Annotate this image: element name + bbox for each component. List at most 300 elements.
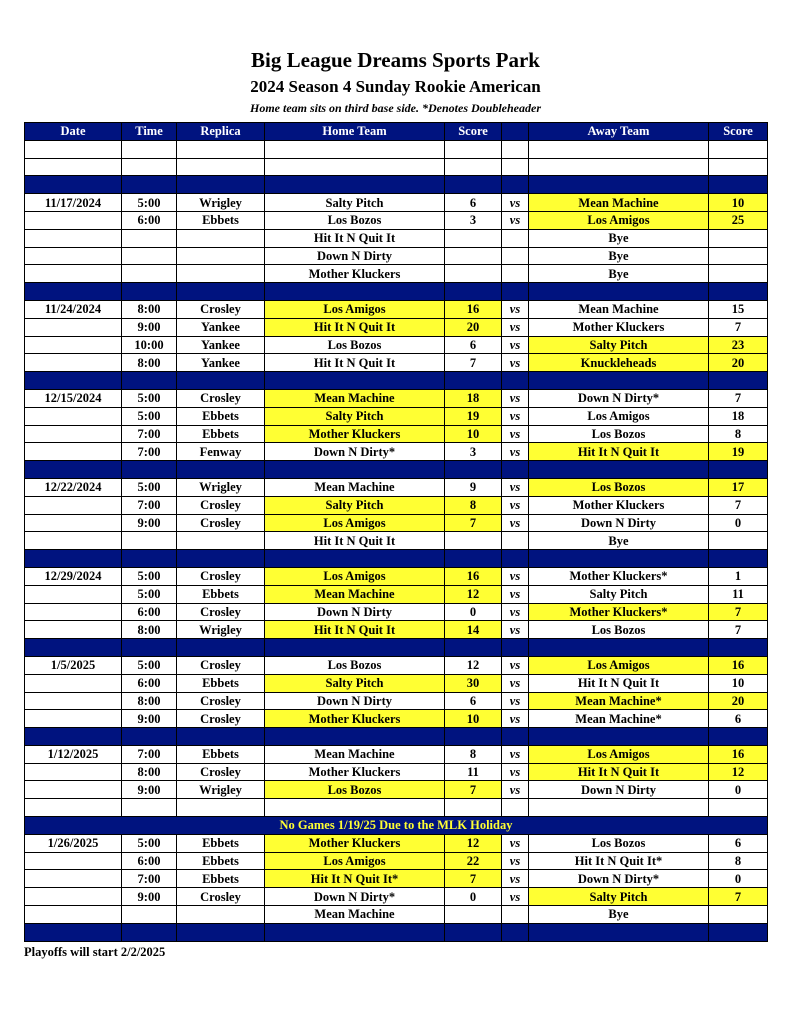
col-home-team: Home Team bbox=[265, 123, 445, 141]
vs-cell: vs bbox=[502, 567, 529, 585]
empty-cell bbox=[122, 140, 177, 158]
away-score-cell: 7 bbox=[709, 318, 768, 336]
header-row bbox=[25, 123, 768, 141]
game-row bbox=[25, 621, 768, 639]
replica-cell: Ebbets bbox=[177, 585, 265, 603]
away-team-cell: Down N Dirty bbox=[529, 781, 709, 799]
game-row bbox=[25, 888, 768, 906]
home-score-cell: 22 bbox=[445, 852, 502, 870]
vs-cell: vs bbox=[502, 888, 529, 906]
separator-cell bbox=[265, 728, 445, 746]
away-score-cell bbox=[709, 247, 768, 265]
away-score-cell: 20 bbox=[709, 692, 768, 710]
away-team-cell: Bye bbox=[529, 229, 709, 247]
home-score-cell: 0 bbox=[445, 888, 502, 906]
away-team-cell: Mother Kluckers bbox=[529, 318, 709, 336]
replica-cell: Crosley bbox=[177, 692, 265, 710]
replica-cell: Crosley bbox=[177, 603, 265, 621]
col-replica: Replica bbox=[177, 123, 265, 141]
vs-cell: vs bbox=[502, 354, 529, 372]
away-team-cell: Los Amigos bbox=[529, 745, 709, 763]
away-score-cell: 7 bbox=[709, 603, 768, 621]
away-score-cell bbox=[709, 265, 768, 283]
separator-cell bbox=[177, 639, 265, 657]
away-score-cell: 1 bbox=[709, 567, 768, 585]
home-team-cell: Mean Machine bbox=[265, 478, 445, 496]
col-home-score: Score bbox=[445, 123, 502, 141]
replica-cell: Crosley bbox=[177, 888, 265, 906]
replica-cell: Yankee bbox=[177, 336, 265, 354]
time-cell: 8:00 bbox=[122, 692, 177, 710]
separator-cell bbox=[25, 461, 122, 479]
separator-cell bbox=[502, 176, 529, 194]
time-cell: 5:00 bbox=[122, 478, 177, 496]
away-team-cell: Salty Pitch bbox=[529, 888, 709, 906]
away-team-cell: Mean Machine* bbox=[529, 692, 709, 710]
separator-cell bbox=[529, 639, 709, 657]
date-cell bbox=[25, 710, 122, 728]
home-team-cell: Hit It N Quit It bbox=[265, 229, 445, 247]
empty-cell bbox=[502, 799, 529, 817]
separator-cell bbox=[529, 176, 709, 194]
date-cell bbox=[25, 265, 122, 283]
time-cell bbox=[122, 532, 177, 550]
time-cell: 10:00 bbox=[122, 336, 177, 354]
home-team-cell: Salty Pitch bbox=[265, 194, 445, 212]
empty-cell bbox=[122, 799, 177, 817]
empty-cell bbox=[122, 158, 177, 176]
time-cell: 8:00 bbox=[122, 621, 177, 639]
empty-cell bbox=[709, 799, 768, 817]
separator-cell bbox=[445, 283, 502, 301]
away-team-cell: Bye bbox=[529, 247, 709, 265]
home-team-cell: Salty Pitch bbox=[265, 674, 445, 692]
away-score-cell: 7 bbox=[709, 888, 768, 906]
vs-cell bbox=[502, 265, 529, 283]
away-team-cell: Los Bozos bbox=[529, 834, 709, 852]
section-separator bbox=[25, 461, 768, 479]
away-team-cell: Hit It N Quit It bbox=[529, 674, 709, 692]
home-score-cell: 3 bbox=[445, 443, 502, 461]
date-cell bbox=[25, 336, 122, 354]
game-row bbox=[25, 443, 768, 461]
away-team-cell: Bye bbox=[529, 532, 709, 550]
blank-row bbox=[25, 140, 768, 158]
home-team-cell: Los Amigos bbox=[265, 852, 445, 870]
section-separator bbox=[25, 283, 768, 301]
home-score-cell: 8 bbox=[445, 496, 502, 514]
date-cell: 12/29/2024 bbox=[25, 567, 122, 585]
game-row bbox=[25, 906, 768, 924]
home-score-cell: 10 bbox=[445, 425, 502, 443]
separator-cell bbox=[529, 550, 709, 568]
away-team-cell: Los Amigos bbox=[529, 211, 709, 229]
replica-cell: Crosley bbox=[177, 496, 265, 514]
time-cell: 5:00 bbox=[122, 567, 177, 585]
home-score-cell: 6 bbox=[445, 336, 502, 354]
vs-cell bbox=[502, 532, 529, 550]
date-cell: 12/22/2024 bbox=[25, 478, 122, 496]
separator-cell bbox=[122, 728, 177, 746]
home-team-cell: Mother Kluckers bbox=[265, 425, 445, 443]
away-score-cell: 6 bbox=[709, 710, 768, 728]
away-team-cell: Bye bbox=[529, 906, 709, 924]
section-separator bbox=[25, 728, 768, 746]
empty-cell bbox=[25, 158, 122, 176]
separator-cell bbox=[177, 550, 265, 568]
replica-cell bbox=[177, 532, 265, 550]
home-score-cell: 12 bbox=[445, 585, 502, 603]
away-score-cell: 23 bbox=[709, 336, 768, 354]
date-cell bbox=[25, 852, 122, 870]
game-row bbox=[25, 710, 768, 728]
separator-cell bbox=[502, 550, 529, 568]
game-row bbox=[25, 478, 768, 496]
home-team-cell: Down N Dirty* bbox=[265, 888, 445, 906]
replica-cell bbox=[177, 229, 265, 247]
separator-cell bbox=[502, 372, 529, 390]
vs-cell: vs bbox=[502, 443, 529, 461]
date-cell bbox=[25, 781, 122, 799]
holiday-notice: No Games 1/19/25 Due to the MLK Holiday bbox=[25, 817, 768, 835]
vs-cell: vs bbox=[502, 496, 529, 514]
away-team-cell: Down N Dirty* bbox=[529, 389, 709, 407]
time-cell: 6:00 bbox=[122, 211, 177, 229]
vs-cell: vs bbox=[502, 585, 529, 603]
separator-cell bbox=[122, 461, 177, 479]
home-score-cell: 9 bbox=[445, 478, 502, 496]
away-score-cell: 0 bbox=[709, 870, 768, 888]
empty-cell bbox=[445, 158, 502, 176]
vs-cell: vs bbox=[502, 194, 529, 212]
vs-cell bbox=[502, 247, 529, 265]
home-team-cell: Los Amigos bbox=[265, 300, 445, 318]
away-score-cell: 7 bbox=[709, 496, 768, 514]
home-score-cell: 14 bbox=[445, 621, 502, 639]
separator-cell bbox=[502, 728, 529, 746]
date-cell bbox=[25, 906, 122, 924]
replica-cell: Yankee bbox=[177, 318, 265, 336]
empty-cell bbox=[265, 799, 445, 817]
home-score-cell: 30 bbox=[445, 674, 502, 692]
col-away-score: Score bbox=[709, 123, 768, 141]
home-team-cell: Salty Pitch bbox=[265, 496, 445, 514]
replica-cell: Crosley bbox=[177, 763, 265, 781]
vs-cell: vs bbox=[502, 407, 529, 425]
game-row bbox=[25, 852, 768, 870]
vs-cell: vs bbox=[502, 389, 529, 407]
time-cell: 5:00 bbox=[122, 585, 177, 603]
time-cell bbox=[122, 229, 177, 247]
time-cell: 8:00 bbox=[122, 763, 177, 781]
away-team-cell: Mother Kluckers* bbox=[529, 603, 709, 621]
date-cell: 11/24/2024 bbox=[25, 300, 122, 318]
vs-cell: vs bbox=[502, 781, 529, 799]
vs-cell: vs bbox=[502, 870, 529, 888]
separator-cell bbox=[529, 728, 709, 746]
away-score-cell: 10 bbox=[709, 674, 768, 692]
replica-cell: Ebbets bbox=[177, 745, 265, 763]
replica-cell: Ebbets bbox=[177, 834, 265, 852]
home-score-cell: 16 bbox=[445, 300, 502, 318]
separator-cell bbox=[502, 283, 529, 301]
replica-cell: Crosley bbox=[177, 389, 265, 407]
home-team-cell: Los Bozos bbox=[265, 781, 445, 799]
time-cell: 5:00 bbox=[122, 834, 177, 852]
replica-cell: Crosley bbox=[177, 300, 265, 318]
time-cell: 5:00 bbox=[122, 407, 177, 425]
replica-cell: Ebbets bbox=[177, 425, 265, 443]
date-cell bbox=[25, 888, 122, 906]
date-cell: 1/5/2025 bbox=[25, 656, 122, 674]
separator-cell bbox=[122, 550, 177, 568]
date-cell bbox=[25, 763, 122, 781]
home-team-cell: Mother Kluckers bbox=[265, 834, 445, 852]
game-row bbox=[25, 603, 768, 621]
home-team-cell: Down N Dirty bbox=[265, 603, 445, 621]
game-row bbox=[25, 656, 768, 674]
section-separator bbox=[25, 176, 768, 194]
time-cell: 6:00 bbox=[122, 674, 177, 692]
home-score-cell: 18 bbox=[445, 389, 502, 407]
game-row bbox=[25, 496, 768, 514]
time-cell bbox=[122, 906, 177, 924]
separator-cell bbox=[265, 923, 445, 941]
away-score-cell: 17 bbox=[709, 478, 768, 496]
col-away-team: Away Team bbox=[529, 123, 709, 141]
vs-cell bbox=[502, 906, 529, 924]
replica-cell: Wrigley bbox=[177, 781, 265, 799]
home-score-cell: 8 bbox=[445, 745, 502, 763]
game-row bbox=[25, 194, 768, 212]
home-score-cell: 10 bbox=[445, 710, 502, 728]
separator-cell bbox=[122, 283, 177, 301]
vs-cell: vs bbox=[502, 674, 529, 692]
date-cell bbox=[25, 674, 122, 692]
replica-cell: Ebbets bbox=[177, 407, 265, 425]
separator-cell bbox=[709, 550, 768, 568]
time-cell: 9:00 bbox=[122, 888, 177, 906]
away-team-cell: Mean Machine bbox=[529, 300, 709, 318]
away-score-cell: 0 bbox=[709, 781, 768, 799]
separator-cell bbox=[25, 728, 122, 746]
section-separator bbox=[25, 923, 768, 941]
vs-cell: vs bbox=[502, 621, 529, 639]
away-score-cell bbox=[709, 532, 768, 550]
separator-cell bbox=[177, 372, 265, 390]
time-cell: 5:00 bbox=[122, 194, 177, 212]
date-cell bbox=[25, 585, 122, 603]
vs-cell bbox=[502, 229, 529, 247]
game-row bbox=[25, 834, 768, 852]
away-score-cell: 11 bbox=[709, 585, 768, 603]
home-team-cell: Hit It N Quit It bbox=[265, 318, 445, 336]
home-score-cell: 0 bbox=[445, 603, 502, 621]
home-team-cell: Mother Kluckers bbox=[265, 763, 445, 781]
home-team-cell: Mean Machine bbox=[265, 389, 445, 407]
home-team-cell: Los Bozos bbox=[265, 336, 445, 354]
home-team-cell: Mean Machine bbox=[265, 745, 445, 763]
vs-cell: vs bbox=[502, 478, 529, 496]
separator-cell bbox=[25, 639, 122, 657]
home-team-cell: Mean Machine bbox=[265, 906, 445, 924]
away-score-cell: 10 bbox=[709, 194, 768, 212]
date-cell bbox=[25, 318, 122, 336]
away-score-cell: 12 bbox=[709, 763, 768, 781]
separator-cell bbox=[502, 923, 529, 941]
home-score-cell bbox=[445, 906, 502, 924]
game-row bbox=[25, 425, 768, 443]
separator-cell bbox=[502, 461, 529, 479]
game-row bbox=[25, 514, 768, 532]
home-team-cell: Mean Machine bbox=[265, 585, 445, 603]
vs-cell: vs bbox=[502, 211, 529, 229]
date-cell: 12/15/2024 bbox=[25, 389, 122, 407]
home-team-cell: Mother Kluckers bbox=[265, 710, 445, 728]
game-row bbox=[25, 763, 768, 781]
vs-cell: vs bbox=[502, 425, 529, 443]
page-subtitle: 2024 Season 4 Sunday Rookie American bbox=[250, 77, 541, 96]
time-cell: 7:00 bbox=[122, 745, 177, 763]
time-cell: 6:00 bbox=[122, 603, 177, 621]
vs-cell: vs bbox=[502, 745, 529, 763]
time-cell: 9:00 bbox=[122, 318, 177, 336]
replica-cell: Ebbets bbox=[177, 211, 265, 229]
empty-cell bbox=[529, 140, 709, 158]
separator-cell bbox=[265, 283, 445, 301]
game-row bbox=[25, 567, 768, 585]
empty-cell bbox=[529, 158, 709, 176]
away-score-cell: 16 bbox=[709, 656, 768, 674]
time-cell: 5:00 bbox=[122, 389, 177, 407]
vs-cell: vs bbox=[502, 603, 529, 621]
home-team-cell: Los Amigos bbox=[265, 514, 445, 532]
game-row bbox=[25, 870, 768, 888]
home-score-cell: 3 bbox=[445, 211, 502, 229]
home-team-cell: Salty Pitch bbox=[265, 407, 445, 425]
separator-cell bbox=[709, 461, 768, 479]
date-cell bbox=[25, 425, 122, 443]
time-cell: 6:00 bbox=[122, 852, 177, 870]
away-team-cell: Los Bozos bbox=[529, 425, 709, 443]
date-cell bbox=[25, 692, 122, 710]
replica-cell bbox=[177, 906, 265, 924]
empty-cell bbox=[709, 140, 768, 158]
separator-cell bbox=[529, 283, 709, 301]
away-score-cell bbox=[709, 906, 768, 924]
home-score-cell: 11 bbox=[445, 763, 502, 781]
empty-cell bbox=[265, 140, 445, 158]
game-row bbox=[25, 407, 768, 425]
home-score-cell: 7 bbox=[445, 354, 502, 372]
vs-cell: vs bbox=[502, 692, 529, 710]
separator-cell bbox=[529, 372, 709, 390]
separator-cell bbox=[502, 639, 529, 657]
away-team-cell: Mean Machine bbox=[529, 194, 709, 212]
vs-cell: vs bbox=[502, 336, 529, 354]
away-score-cell: 15 bbox=[709, 300, 768, 318]
separator-cell bbox=[25, 923, 122, 941]
replica-cell: Ebbets bbox=[177, 870, 265, 888]
home-team-cell: Hit It N Quit It* bbox=[265, 870, 445, 888]
empty-cell bbox=[265, 158, 445, 176]
vs-cell: vs bbox=[502, 763, 529, 781]
game-row bbox=[25, 745, 768, 763]
game-row bbox=[25, 692, 768, 710]
home-team-cell: Down N Dirty* bbox=[265, 443, 445, 461]
date-cell: 1/12/2025 bbox=[25, 745, 122, 763]
time-cell: 8:00 bbox=[122, 354, 177, 372]
away-score-cell: 6 bbox=[709, 834, 768, 852]
section-separator bbox=[25, 639, 768, 657]
time-cell: 7:00 bbox=[122, 496, 177, 514]
separator-cell bbox=[529, 461, 709, 479]
replica-cell: Ebbets bbox=[177, 852, 265, 870]
home-score-cell: 7 bbox=[445, 781, 502, 799]
date-cell bbox=[25, 532, 122, 550]
away-team-cell: Hit It N Quit It bbox=[529, 443, 709, 461]
game-row bbox=[25, 336, 768, 354]
game-row bbox=[25, 674, 768, 692]
section-separator bbox=[25, 550, 768, 568]
replica-cell: Wrigley bbox=[177, 194, 265, 212]
vs-cell: vs bbox=[502, 300, 529, 318]
replica-cell: Wrigley bbox=[177, 478, 265, 496]
home-score-cell: 6 bbox=[445, 194, 502, 212]
separator-cell bbox=[122, 639, 177, 657]
empty-cell bbox=[25, 140, 122, 158]
blank-row bbox=[25, 799, 768, 817]
date-cell: 11/17/2024 bbox=[25, 194, 122, 212]
separator-cell bbox=[177, 728, 265, 746]
empty-cell bbox=[177, 158, 265, 176]
time-cell: 8:00 bbox=[122, 300, 177, 318]
date-cell bbox=[25, 407, 122, 425]
date-cell bbox=[25, 496, 122, 514]
home-score-cell: 20 bbox=[445, 318, 502, 336]
separator-cell bbox=[265, 176, 445, 194]
vs-cell: vs bbox=[502, 514, 529, 532]
section-separator bbox=[25, 372, 768, 390]
game-row bbox=[25, 265, 768, 283]
separator-cell bbox=[445, 923, 502, 941]
time-cell: 9:00 bbox=[122, 514, 177, 532]
replica-cell bbox=[177, 247, 265, 265]
home-score-cell: 12 bbox=[445, 834, 502, 852]
empty-cell bbox=[502, 158, 529, 176]
away-score-cell: 16 bbox=[709, 745, 768, 763]
separator-cell bbox=[529, 923, 709, 941]
replica-cell: Crosley bbox=[177, 567, 265, 585]
date-cell bbox=[25, 354, 122, 372]
separator-cell bbox=[122, 923, 177, 941]
vs-cell: vs bbox=[502, 656, 529, 674]
home-team-cell: Hit It N Quit It bbox=[265, 532, 445, 550]
separator-cell bbox=[709, 176, 768, 194]
home-team-cell: Mother Kluckers bbox=[265, 265, 445, 283]
away-score-cell: 8 bbox=[709, 425, 768, 443]
away-team-cell: Los Amigos bbox=[529, 407, 709, 425]
separator-cell bbox=[265, 372, 445, 390]
replica-cell: Fenway bbox=[177, 443, 265, 461]
separator-cell bbox=[25, 283, 122, 301]
home-score-cell: 7 bbox=[445, 870, 502, 888]
separator-cell bbox=[177, 923, 265, 941]
separator-cell bbox=[122, 176, 177, 194]
empty-cell bbox=[502, 140, 529, 158]
time-cell: 7:00 bbox=[122, 443, 177, 461]
game-row bbox=[25, 781, 768, 799]
